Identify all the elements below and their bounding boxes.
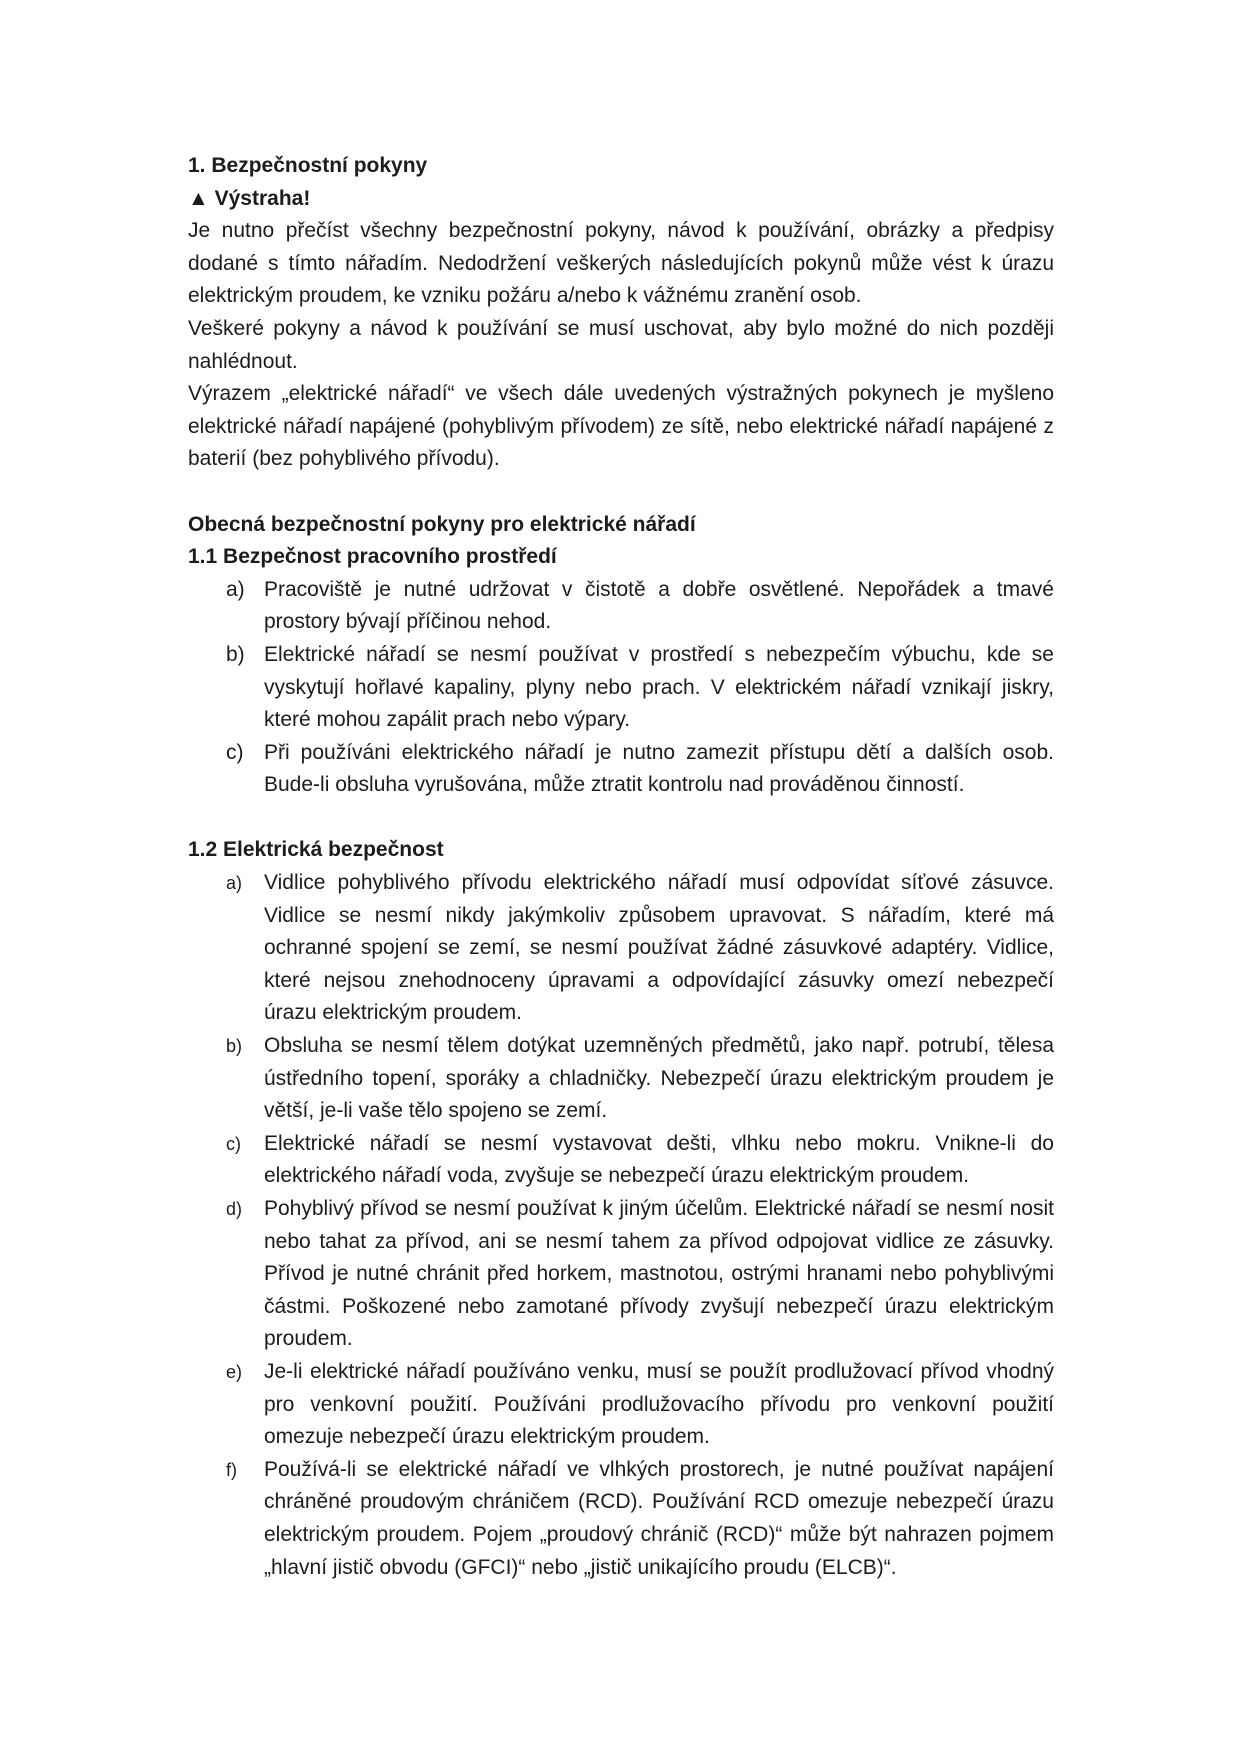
list-marker: a) xyxy=(226,873,243,894)
spacer xyxy=(188,802,1054,835)
list-item-text: Používá-li se elektrické nářadí ve vlhkých prostorech, je nutné používat napájení chráněné proudovým chráničem (RCD). Používání RCD omezuje nebezpečí úrazu elektrickým proudem. Pojem „proudový chránič (RCD)“ může být nahrazen pojmem „hlavní jistič obvodu (GFCI)“ nebo „jistič unikajícího proudu (ELCB)“. xyxy=(264,1457,1054,1579)
list-item-text: Vidlice pohyblivého přívodu elektrického nářadí musí odpovídat síťové zásuvce. Vidlice se nesmí nikdy jakýmkoliv způsobem upravovat. S nářadím, které má ochranné spojení se zemí, se nesmí používat žádné zásuvkové adaptéry. Vidlice, které nejsou znehodnoceny úpravami a odpovídající zásuvky omezí nebezpečí úrazu elektrickým proudem. xyxy=(264,871,1054,1025)
list-item xyxy=(188,1128,1054,1193)
list-item-text: Při používáni elektrického nářadí je nutno zamezit přístupu dětí a dalších osob. Bude-li obsluha vyrušována, může ztratit kontrolu nad prováděnou činností. xyxy=(264,740,1054,797)
list-marker: d) xyxy=(226,1199,243,1219)
section-1-2-list xyxy=(188,867,1054,1584)
list-item xyxy=(188,574,1054,639)
list-item xyxy=(188,1030,1054,1128)
list-marker: c) xyxy=(226,1133,241,1154)
intro-paragraph-1: Je nutno přečíst všechny bezpečnostní pokyny, návod k používání, obrázky a předpisy dodané s tímto nářadím. Nedodržení veškerých následujících pokynů může vést k úrazu elektrickým proudem, ke vzniku požáru a/nebo k vážnému zranění osob. xyxy=(188,219,1054,308)
list-item-text: Elektrické nářadí se nesmí vystavovat dešti, vlhku nebo mokru. Vnikne-li do elektrického nářadí voda, zvyšuje se nebezpečí úrazu elektrickým proudem. xyxy=(264,1131,1054,1188)
list-item xyxy=(188,737,1054,802)
list-item-text: Elektrické nářadí se nesmí používat v prostředí s nebezpečím výbuchu, kde se vyskytují hořlavé kapaliny, plyny nebo prach. V elektrickém nářadí vznikají jiskry, které mohou zapálit prach nebo výpary. xyxy=(264,642,1054,732)
list-marker: c) xyxy=(226,740,244,764)
list-item xyxy=(188,867,1054,1030)
section-1-2-title: 1.2 Elektrická bezpečnost xyxy=(188,838,444,862)
list-item xyxy=(188,639,1054,737)
list-item-text: Je-li elektrické nářadí používáno venku, musí se použít prodlužovací přívod vhodný pro venkovní použití. Používáni prodlužovacího přívodu pro venkovní použití omezuje nebezpečí úrazu elektrickým proudem. xyxy=(264,1359,1054,1449)
list-item-text: Obsluha se nesmí tělem dotýkat uzemněných předmětů, jako např. potrubí, tělesa ústředního topení, sporáky a chladničky. Nebezpečí úrazu elektrickým proudem je větší, je-li vaše tělo spojeno se zemí. xyxy=(264,1034,1054,1123)
list-item xyxy=(188,1454,1054,1584)
list-item xyxy=(188,1356,1054,1454)
list-marker: e) xyxy=(226,1361,243,1382)
list-marker: b) xyxy=(226,642,245,666)
list-marker: a) xyxy=(226,577,245,601)
list-item-text: Pracoviště je nutné udržovat v čistotě a dobře osvětlené. Nepořádek a tmavé prostory bývají příčinou nehod. xyxy=(264,577,1054,634)
section-1-1-title: 1.1 Bezpečnost pracovního prostředí xyxy=(188,545,557,569)
general-safety-title: Obecná bezpečnostní pokyny pro elektrické nářadí xyxy=(188,512,696,536)
spacer xyxy=(188,476,1054,509)
section-1-title: 1. Bezpečnostní pokyny xyxy=(188,154,428,177)
intro-paragraph-3: Výrazem „elektrické nářadí“ ve všech dále uvedených výstražných pokynech je myšleno elektrické nářadí napájené (pohyblivým přívodem) ze sítě, nebo elektrické nářadí napájené z baterií (bez pohyblivého přívodu). xyxy=(188,382,1054,471)
intro-paragraph-2: Veškeré pokyny a návod k používání se musí uschovat, aby bylo možné do nich později nahlédnout. xyxy=(188,316,1054,373)
list-marker: b) xyxy=(226,1036,243,1057)
list-marker: f) xyxy=(226,1459,237,1480)
document-page xyxy=(188,150,1054,1584)
warning-heading: ▲ Výstraha! xyxy=(188,186,311,210)
list-item-text: Pohyblivý přívod se nesmí používat k jiným účelům. Elektrické nářadí se nesmí nosit nebo tahat za přívod, ani se nesmí tahem za přívod odpojovat vidlice ze zásuvky. Přívod je nutné chránit před horkem, mastnotou, ostrými hranami nebo pohyblivými částmi. Poškozené nebo zamotané přívody zvyšují nebezpečí úrazu elektrickým proudem. xyxy=(264,1197,1054,1351)
section-1-1-list xyxy=(188,574,1054,802)
list-item xyxy=(188,1193,1054,1356)
